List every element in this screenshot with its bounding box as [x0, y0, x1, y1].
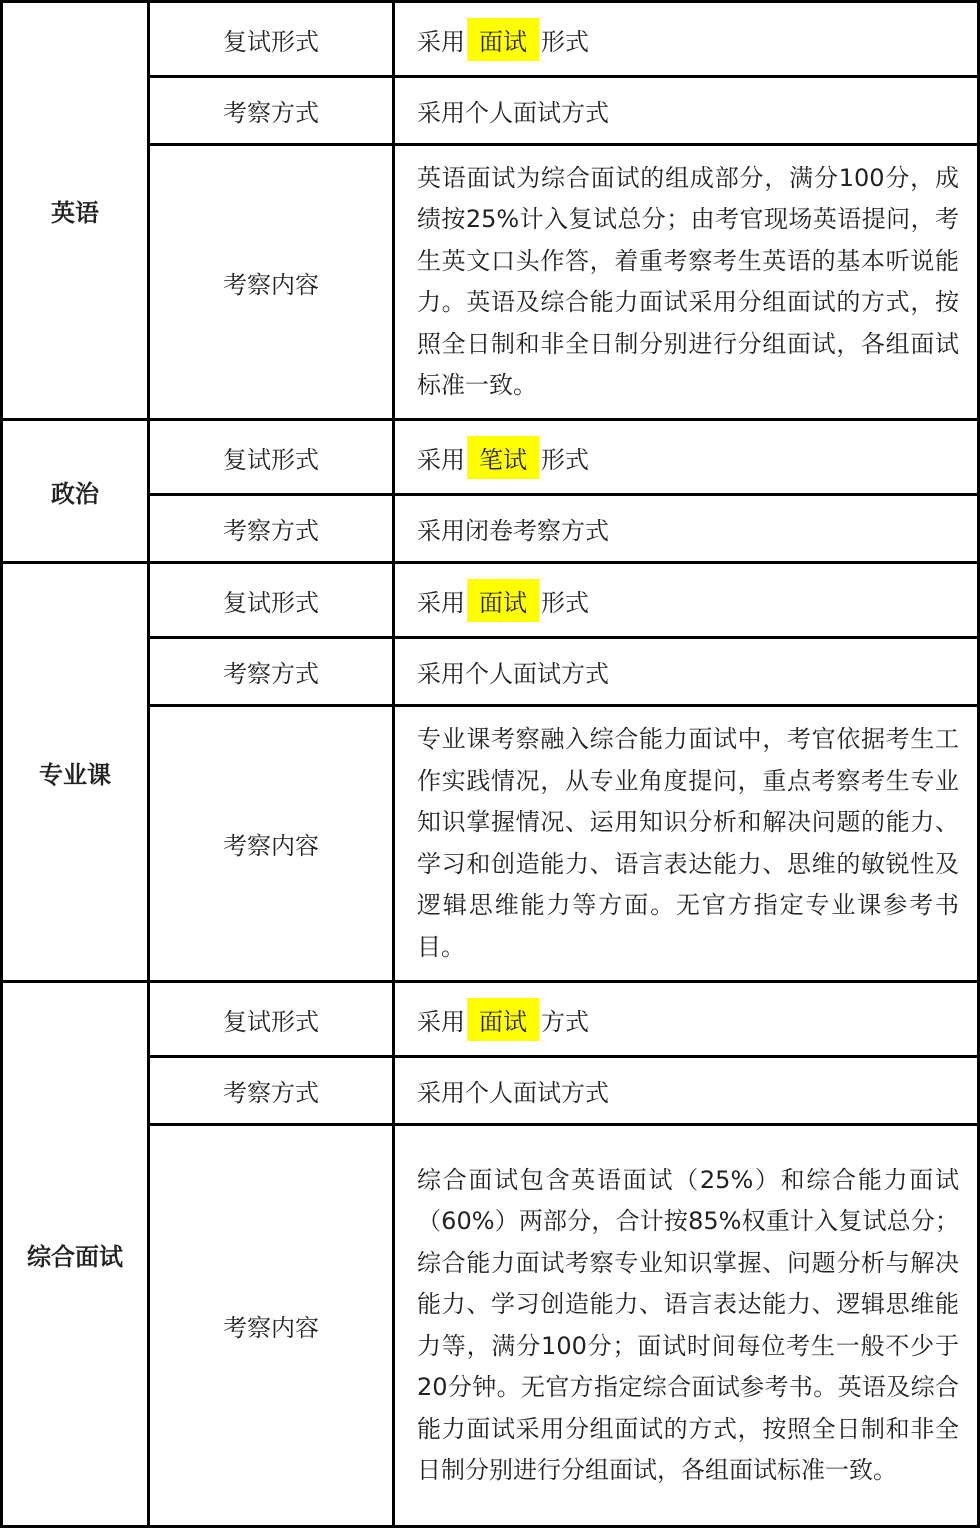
- subject-english: 英语: [3, 3, 147, 418]
- value-suffix: 方式: [541, 1007, 589, 1036]
- highlighted-text: 面试: [467, 998, 539, 1041]
- row-value: 采用闭卷考察方式: [395, 496, 977, 561]
- value-suffix: 形式: [541, 445, 589, 474]
- row-label: 考察内容: [150, 1126, 392, 1525]
- row-value: [395, 421, 977, 493]
- value-prefix: 采用: [417, 588, 465, 617]
- row-label: 复试形式: [150, 983, 392, 1055]
- row-label: 考察方式: [150, 496, 392, 561]
- row-label: 复试形式: [150, 421, 392, 493]
- highlighted-text: 面试: [467, 579, 539, 622]
- row-label: 复试形式: [150, 564, 392, 636]
- row-value: 采用个人面试方式: [395, 1058, 977, 1123]
- subject-major: 专业课: [3, 564, 147, 980]
- row-value: [395, 564, 977, 636]
- row-value: 采用个人面试方式: [395, 78, 977, 143]
- value-suffix: 形式: [541, 27, 589, 56]
- row-label: 考察方式: [150, 78, 392, 143]
- row-value: [395, 3, 977, 75]
- row-value: [395, 983, 977, 1055]
- highlighted-text: 笔试: [467, 436, 539, 479]
- value-prefix: 采用: [417, 1007, 465, 1036]
- row-value: 综合面试包含英语面试（25%）和综合能力面试（60%）两部分，合计按85%权重计入复试总分；综合能力面试考察专业知识掌握、问题分析与解决能力、学习创造能力、语言表达能力、逻辑思维能力等，满分100分；面试时间每位考生一般不少于20分钟。无官方指定综合面试参考书。英语及综合能力面试采用分组面试的方式，按照全日制和非全日制分别进行分组面试，各组面试标准一致。: [395, 1126, 977, 1525]
- row-label: 复试形式: [150, 3, 392, 75]
- row-value: 英语面试为综合面试的组成部分，满分100分，成绩按25%计入复试总分；由考官现场英语提问，考生英文口头作答，着重考察考生英语的基本听说能力。英语及综合能力面试采用分组面试的方式，按照全日制和非全日制分别进行分组面试，各组面试标准一致。: [395, 146, 977, 418]
- row-value: 专业课考察融入综合能力面试中，考官依据考生工作实践情况，从专业角度提问，重点考察考生专业知识掌握情况、运用知识分析和解决问题的能力、学习和创造能力、语言表达能力、思维的敏锐性及逻辑思维能力等方面。无官方指定专业课参考书目。: [395, 707, 977, 980]
- row-value: 采用个人面试方式: [395, 639, 977, 704]
- value-prefix: 采用: [417, 445, 465, 474]
- highlighted-text: 面试: [467, 18, 539, 61]
- row-label: 考察内容: [150, 146, 392, 418]
- subject-politics: 政治: [3, 421, 147, 561]
- row-label: 考察方式: [150, 1058, 392, 1123]
- value-prefix: 采用: [417, 27, 465, 56]
- row-label: 考察内容: [150, 707, 392, 980]
- subject-comprehensive-interview: 综合面试: [3, 983, 147, 1525]
- row-label: 考察方式: [150, 639, 392, 704]
- value-suffix: 形式: [541, 588, 589, 617]
